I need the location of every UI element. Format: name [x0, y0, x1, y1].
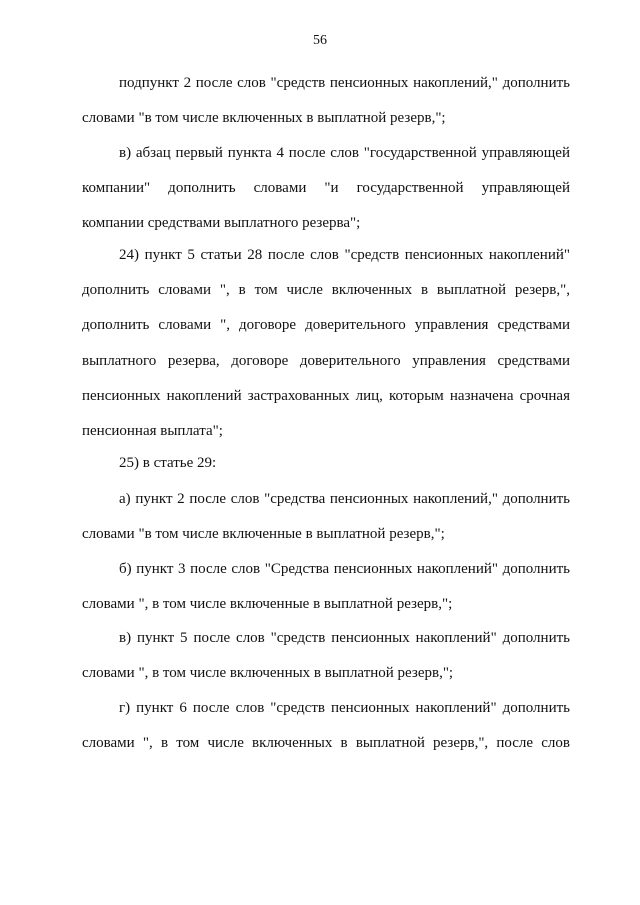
text-line: словами "в том числе включенные в выплатной резерв,"; — [82, 526, 445, 543]
text-line: словами ", в том числе включенные в выплатной резерв,"; — [82, 596, 453, 613]
text-line: компании" дополнить словами "и государственной управляющей — [82, 180, 570, 197]
text-line: дополнить словами ", в том числе включенных в выплатной резерв,", — [82, 282, 570, 299]
text-line: словами ", в том числе включенных в выплатной резерв,", после слов — [82, 735, 570, 752]
text-line: дополнить словами ", договоре доверительного управления средствами — [82, 317, 570, 334]
paragraph — [82, 238, 570, 449]
paragraph — [82, 621, 570, 691]
page-number: 56 — [313, 33, 327, 48]
text-line: а) пункт 2 после слов "средства пенсионных накоплений," дополнить — [119, 491, 570, 507]
text-line: компании средствами выплатного резерва"; — [82, 215, 361, 232]
text-line: словами "в том числе включенных в выплатной резерв,"; — [82, 110, 446, 127]
text-line: 25) в статье 29: — [119, 455, 217, 471]
paragraph — [82, 482, 570, 552]
text-line: пенсионных накоплений застрахованных лиц, которым назначена срочная — [82, 387, 570, 404]
text-line: пенсионная выплата"; — [82, 423, 223, 440]
paragraph — [82, 66, 570, 136]
text-line: выплатного резерва, договоре доверительного управления средствами — [82, 352, 570, 369]
text-line: подпункт 2 после слов "средств пенсионных накоплений," дополнить — [119, 75, 570, 91]
text-line: б) пункт 3 после слов "Средства пенсионных накоплений" дополнить — [119, 561, 570, 577]
text-line: в) пункт 5 после слов "средств пенсионных накоплений" дополнить — [119, 630, 570, 646]
text-line: г) пункт 6 после слов "средств пенсионных накоплений" дополнить — [119, 700, 570, 716]
text-line: 24) пункт 5 статьи 28 после слов "средств пенсионных накоплений" — [119, 247, 570, 263]
paragraph — [82, 552, 570, 622]
paragraph — [82, 446, 570, 481]
text-line: в) абзац первый пункта 4 после слов "государственной управляющей — [119, 145, 570, 161]
paragraph — [82, 136, 570, 242]
paragraph — [82, 691, 570, 761]
text-line: словами ", в том числе включенных в выплатной резерв,"; — [82, 665, 454, 682]
